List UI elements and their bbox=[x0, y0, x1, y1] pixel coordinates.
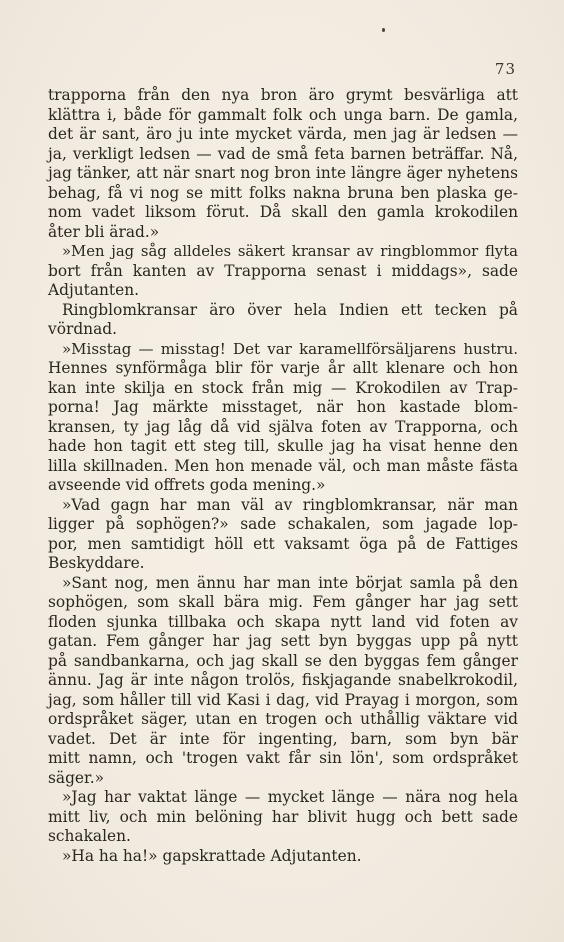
text-line: kan inte skilja en stock från mig — Krokodilen av Trap- bbox=[48, 378, 518, 397]
text-line: floden sjunka tillbaka och skapa nytt land vid foten av bbox=[48, 612, 518, 631]
text-line: ordspråket säger, utan en trogen och uthållig väktare vid bbox=[48, 710, 518, 728]
text-line: Hennes synförmåga blir för varje år allt klenare och hon bbox=[48, 359, 518, 377]
text-line: gatan. Fem gånger har jag sett byn byggas upp på nytt bbox=[48, 632, 518, 650]
text-line: vördnad. bbox=[48, 320, 118, 338]
text-line: jag, som håller till vid Kasi i dag, vid Prayag i morgon, som bbox=[48, 690, 518, 709]
paragraph bbox=[48, 301, 518, 340]
text-line: ännu. Jag är inte någon trolös, fiskjagande snabelkrokodil, bbox=[48, 671, 518, 689]
text-line: det är sant, äro ju inte mycket värda, men jag är ledsen — bbox=[48, 125, 518, 143]
text-line: Ringblomkransar äro över hela Indien ett tecken på bbox=[62, 300, 518, 319]
text-line: på sandbankarna, och jag skall se den byggas fem gånger bbox=[48, 651, 518, 670]
paragraph bbox=[48, 847, 518, 867]
text-line: åter bli ärad.» bbox=[48, 222, 160, 241]
body-text bbox=[48, 86, 518, 866]
text-line: »Jag har vaktat länge — mycket länge — nära nog hela bbox=[62, 788, 518, 806]
paragraph bbox=[48, 496, 518, 574]
text-line: klättra i, både för gammalt folk och unga barn. De gamla, bbox=[48, 105, 518, 124]
text-line: jag tänker, att när snart nog bron inte längre äger nyhetens bbox=[48, 164, 518, 182]
paragraph bbox=[48, 340, 518, 496]
text-line: mitt liv, och min belöning har blivit hugg och bett sade bbox=[48, 807, 518, 826]
text-line: vadet. Det är inte för ingenting, barn, som byn bär bbox=[48, 729, 518, 748]
text-line: »Vad gagn har man väl av ringblomkransar, när man bbox=[62, 495, 518, 514]
text-line: »Men jag såg alldeles säkert kransar av ringblommor flyta bbox=[62, 243, 518, 260]
text-line: ja, verkligt ledsen — vad de små feta barnen beträffar. Nå, bbox=[48, 144, 518, 163]
text-line: por, men samtidigt höll ett vaksamt öga på de Fattiges bbox=[48, 534, 518, 553]
text-line: Adjutanten. bbox=[48, 281, 140, 299]
paragraph bbox=[48, 574, 518, 789]
text-line: »Misstag — misstag! Det var karamellförsäljarens hustru. bbox=[62, 339, 518, 358]
text-line: säger.» bbox=[48, 768, 105, 787]
paragraph bbox=[48, 788, 518, 847]
text-line: schakalen. bbox=[48, 827, 131, 845]
text-line: behag, få vi nog se mitt folks nakna bruna ben plaska ge- bbox=[48, 183, 518, 202]
paragraph bbox=[48, 242, 518, 301]
text-line: sophögen, som skall bära mig. Fem gånger har jag sett bbox=[48, 593, 518, 611]
text-line: kransen, ty jag låg då vid själva foten av Trapporna, och bbox=[48, 417, 518, 436]
text-line: bort från kanten av Trapporna senast i middags», sade bbox=[48, 261, 518, 280]
paragraph bbox=[48, 86, 518, 242]
page-number: 73 bbox=[494, 60, 516, 78]
text-line: mitt namn, och 'trogen vakt får sin lön', som ordspråket bbox=[48, 749, 518, 767]
text-line: avseende vid offrets goda mening.» bbox=[48, 476, 326, 494]
text-line: nom vadet liksom förut. Då skall den gamla krokodilen bbox=[48, 203, 518, 221]
text-line: »Ha ha ha!» gapskrattade Adjutanten. bbox=[62, 846, 362, 865]
text-line: »Sant nog, men ännu har man inte börjat samla på den bbox=[62, 573, 518, 592]
text-line: porna! Jag märkte misstaget, när hon kastade blom- bbox=[48, 398, 518, 416]
text-line: trapporna från den nya bron äro grymt besvärliga att bbox=[48, 86, 518, 104]
text-line: hade hon tagit ett steg till, skulle jag ha visat henne den bbox=[48, 437, 518, 455]
print-speck bbox=[382, 28, 385, 32]
text-line: Beskyddare. bbox=[48, 554, 145, 572]
text-line: ligger på sophögen?» sade schakalen, som jagade lop- bbox=[48, 515, 518, 533]
text-line: lilla skillnaden. Men hon menade väl, och man måste fästa bbox=[48, 456, 518, 475]
